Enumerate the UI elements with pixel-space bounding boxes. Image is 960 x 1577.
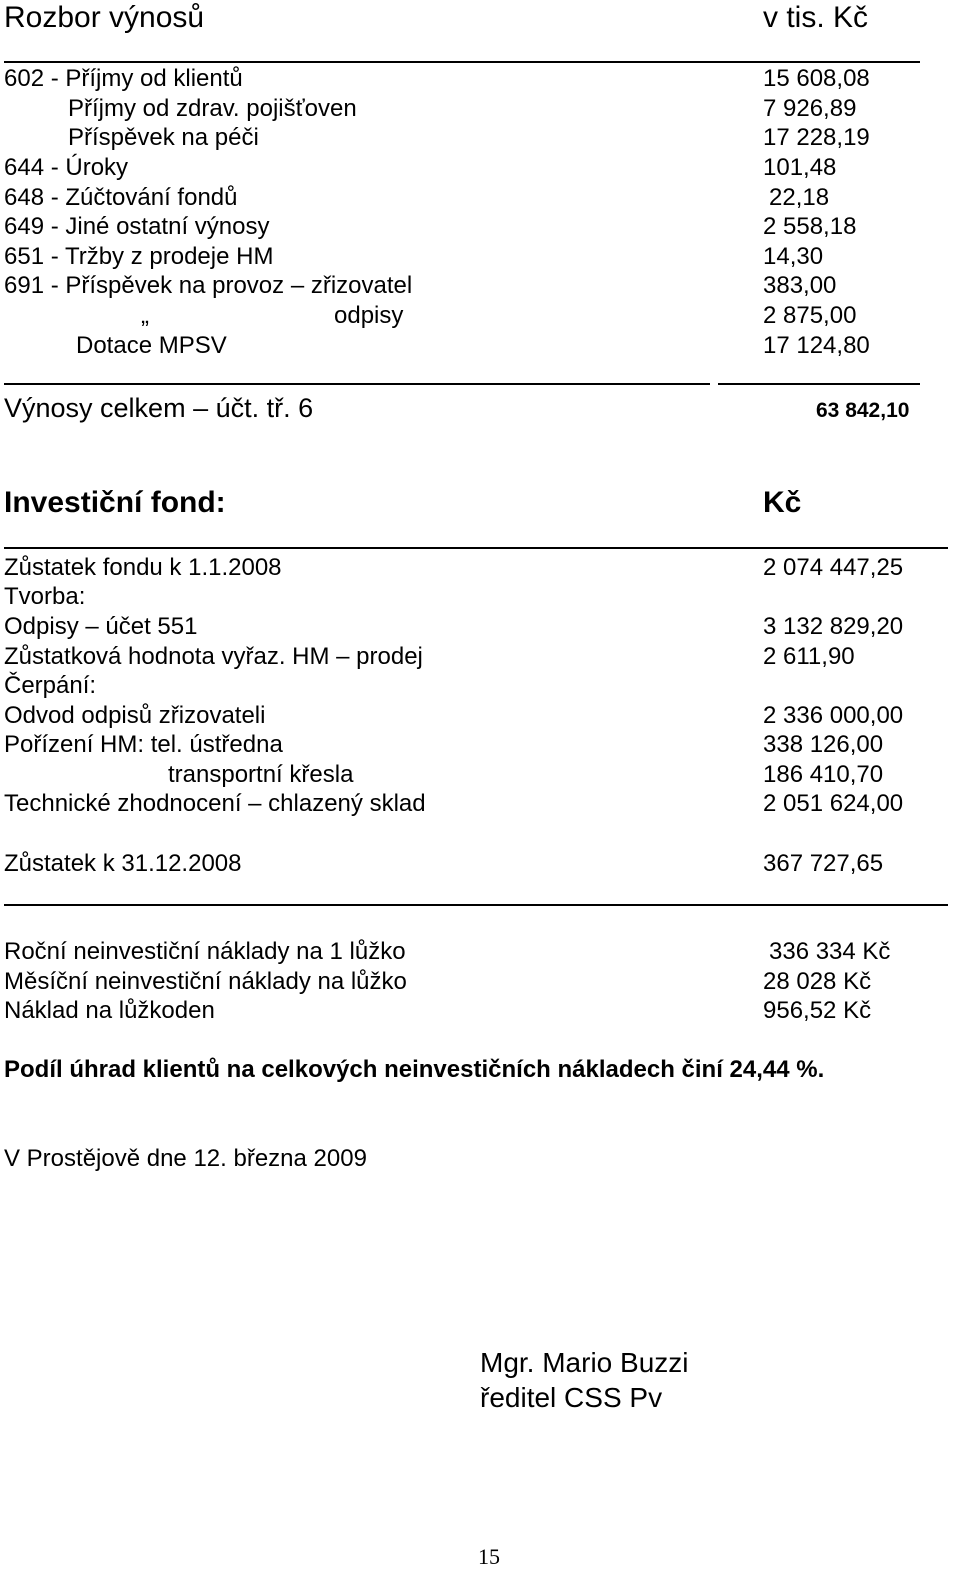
- cost-value: 956,52 Kč: [763, 997, 872, 1024]
- fund-unit: Kč: [763, 486, 802, 519]
- fund-value: 338 126,00: [763, 731, 884, 758]
- share-note: Podíl úhrad klientů na celkových neinvestičních nákladech činí 24,44 %.: [4, 1056, 825, 1083]
- fund-label: Technické zhodnocení – chlazený sklad: [4, 790, 426, 817]
- revenue-label: 691 - Příspěvek na provoz – zřizovatel: [4, 272, 413, 299]
- fund-value: 2 336 000,00: [763, 702, 904, 729]
- revenue-row: [0, 331, 960, 361]
- revenue-row: [0, 212, 960, 242]
- fund-row: [0, 671, 960, 701]
- fund-value: 2 051 624,00: [763, 790, 904, 817]
- revenue-label: Dotace MPSV: [76, 332, 227, 359]
- revenue-row: [0, 94, 960, 124]
- cost-label: Měsíční neinvestiční náklady na lůžko: [4, 968, 407, 995]
- fund-label: Tvorba:: [4, 583, 86, 610]
- fund-row: [0, 760, 960, 790]
- revenue-label: 602 - Příjmy od klientů: [4, 65, 243, 92]
- revenue-value: 17 228,19: [763, 124, 870, 151]
- fund-label: Odvod odpisů zřizovateli: [4, 702, 266, 729]
- fund-end-value: 367 727,65: [763, 850, 884, 877]
- fund-value: 2 074 447,25: [763, 554, 904, 581]
- revenue-value: 7 926,89: [763, 95, 857, 122]
- revenues-total-label: Výnosy celkem – účt. tř. 6: [4, 393, 314, 423]
- divider: [4, 61, 920, 63]
- fund-value: 186 410,70: [763, 761, 884, 788]
- revenue-label: Příjmy od zdrav. pojišťoven: [68, 95, 357, 122]
- cost-row: [0, 996, 960, 1026]
- revenue-value: 2 875,00: [763, 302, 857, 329]
- fund-label: Zůstatková hodnota vyřaz. HM – prodej: [4, 643, 423, 670]
- ditto-mark: „: [141, 302, 149, 329]
- revenue-label: odpisy: [334, 302, 404, 329]
- revenue-row: [0, 123, 960, 153]
- revenue-value: 17 124,80: [763, 332, 870, 359]
- page-title: Rozbor výnosů: [4, 1, 205, 34]
- fund-row: [0, 701, 960, 731]
- revenue-value: 22,18: [769, 184, 830, 211]
- revenue-row: [0, 271, 960, 301]
- revenue-label: Příspěvek na péči: [68, 124, 259, 151]
- fund-label: Pořízení HM: tel. ústředna: [4, 731, 283, 758]
- fund-value: 3 132 829,20: [763, 613, 904, 640]
- revenue-label: 651 - Tržby z prodeje HM: [4, 243, 274, 270]
- cost-label: Roční neinvestiční náklady na 1 lůžko: [4, 938, 406, 965]
- revenue-row: [0, 242, 960, 272]
- unit-label: v tis. Kč: [763, 1, 869, 34]
- fund-row: [0, 582, 960, 612]
- fund-value: 2 611,90: [763, 643, 855, 670]
- fund-row: [0, 789, 960, 819]
- revenue-value: 14,30: [763, 243, 824, 270]
- fund-row: [0, 730, 960, 760]
- fund-label: Čerpání:: [4, 672, 97, 699]
- revenue-value: 101,48: [763, 154, 837, 181]
- fund-end-balance-row: [0, 849, 960, 879]
- signature-name: Mgr. Mario Buzzi: [480, 1347, 689, 1378]
- fund-title: Investiční fond:: [4, 486, 226, 519]
- fund-row: [0, 612, 960, 642]
- revenue-value: 2 558,18: [763, 213, 857, 240]
- revenue-row: [0, 301, 960, 331]
- fund-label: transportní křesla: [168, 761, 354, 788]
- signature-role: ředitel CSS Pv: [480, 1382, 663, 1413]
- cost-value: 28 028 Kč: [763, 968, 872, 995]
- revenue-row: [0, 64, 960, 94]
- divider: [4, 547, 948, 549]
- revenue-row: [0, 183, 960, 213]
- revenues-total-value: 63 842,10: [816, 399, 910, 422]
- revenue-label: 648 - Zúčtování fondů: [4, 184, 238, 211]
- revenue-value: 15 608,08: [763, 65, 870, 92]
- revenue-value: 383,00: [763, 272, 837, 299]
- place-date: V Prostějově dne 12. března 2009: [4, 1145, 367, 1172]
- fund-row: [0, 553, 960, 583]
- cost-row: [0, 967, 960, 997]
- fund-label: Odpisy – účet 551: [4, 613, 198, 640]
- fund-end-label: Zůstatek k 31.12.2008: [4, 850, 242, 877]
- divider: [4, 383, 710, 385]
- divider: [718, 383, 920, 385]
- fund-label: Zůstatek fondu k 1.1.2008: [4, 554, 282, 581]
- revenue-row: [0, 153, 960, 183]
- page-number: 15: [478, 1544, 500, 1569]
- cost-label: Náklad na lůžkoden: [4, 997, 215, 1024]
- revenue-label: 649 - Jiné ostatní výnosy: [4, 213, 270, 240]
- cost-value: 336 334 Kč: [769, 938, 891, 965]
- fund-row: [0, 642, 960, 672]
- divider: [4, 904, 948, 906]
- cost-row: [0, 937, 960, 967]
- revenue-label: 644 - Úroky: [4, 154, 129, 181]
